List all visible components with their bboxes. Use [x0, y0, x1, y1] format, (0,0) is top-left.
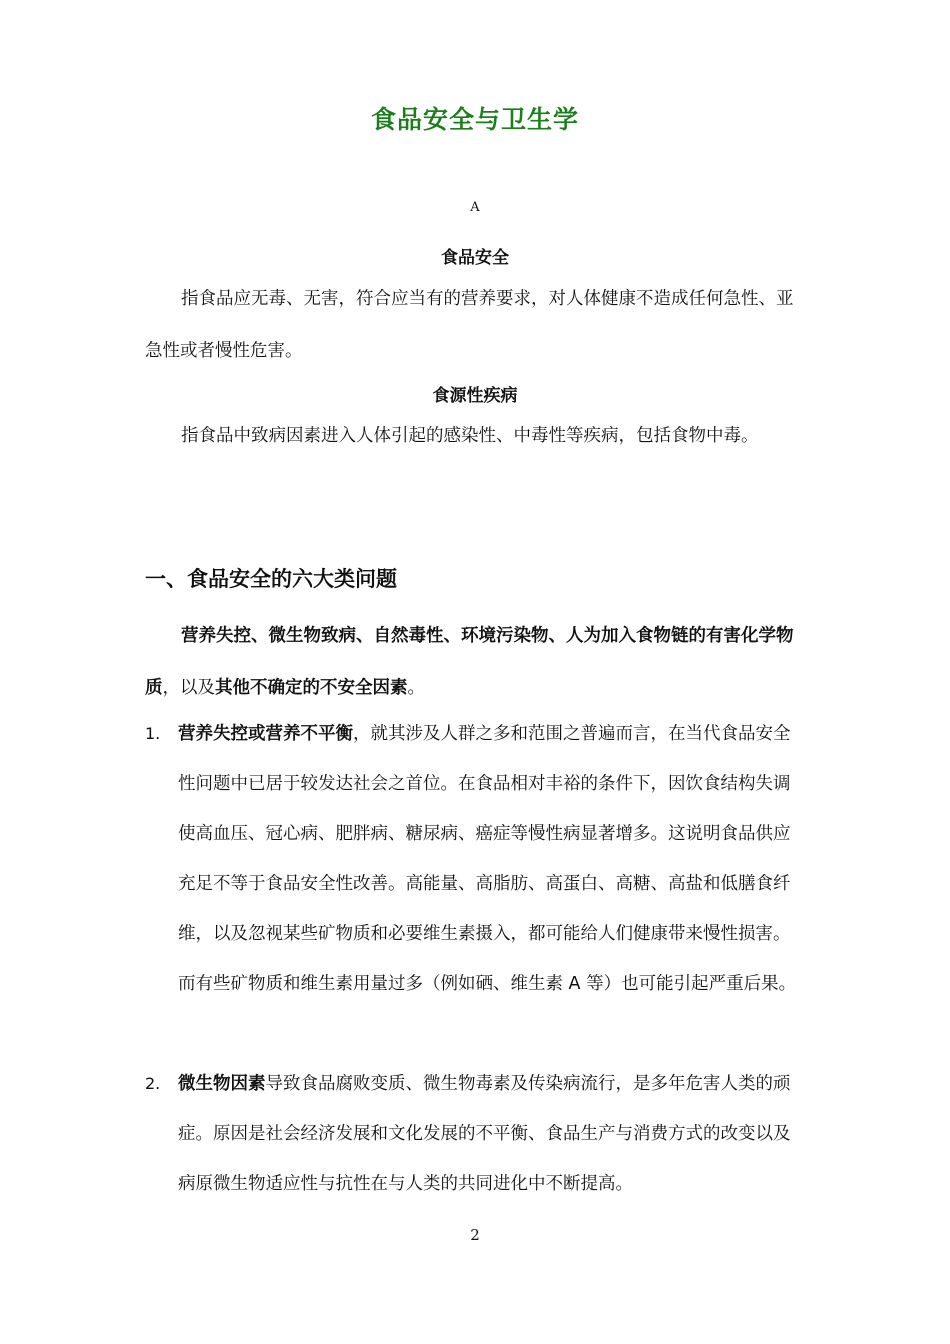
- list-item-bold: 微生物因素: [178, 1074, 266, 1094]
- list-item-text: 导致食品腐败变质、微生物毒素及传染病流行，是多年危害人类的顽症。原因是社会经济发展和文化发展的不平衡、食品生产与消费方式的改变以及病原微生物适应性与抗性在与人类的共同进化中不断提高。: [178, 1074, 791, 1194]
- list-item-number: 2.: [145, 1074, 161, 1093]
- page-number: 2: [470, 1226, 480, 1244]
- list-item-number: 1.: [145, 724, 161, 743]
- lead-paragraph: [145, 610, 805, 714]
- lead-end: 。: [407, 678, 425, 698]
- term-definition-foodborne-disease: 指食品中致病因素进入人体引起的感染性、中毒性等疾病，包括食物中毒。: [181, 426, 759, 446]
- lead-normal: ，以及: [162, 678, 215, 698]
- section-letter: A: [470, 200, 480, 215]
- list-item-text: ，就其涉及人群之多和范围之普遍而言，在当代食品安全性问题中已居于较发达社会之首位。在食品相对丰裕的条件下，因饮食结构失调使高血压、冠心病、肥胖病、糖尿病、癌症等慢性病显著增多。这说明食品供应充足不等于食品安全性改善。高能量、高脂肪、高蛋白、高糖、高盐和低膳食纤维，以及忽视某些矿物质和必要维生素摄入，都可能给人们健康带来慢性损害。而有些矿物质和维生素用量过多（例如硒、维生素 A 等）也可能引起严重后果。: [178, 724, 797, 994]
- term-heading-foodborne-disease: 食源性疾病: [432, 386, 518, 406]
- list-item-body: [178, 709, 805, 1009]
- section-heading: 一、食品安全的六大类问题: [145, 567, 397, 591]
- document-title: 食品安全与卫生学: [370, 105, 579, 134]
- list-item-bold: 营养失控或营养不平衡: [178, 724, 353, 744]
- lead-bold-2: 其他不确定的不安全因素: [215, 678, 408, 698]
- term-definition-food-safety: 指食品应无毒、无害，符合应当有的营养要求，对人体健康不造成任何急性、亚急性或者慢性危害。: [145, 289, 794, 361]
- term-heading-food-safety: 食品安全: [441, 248, 509, 268]
- list-item-body: [178, 1059, 805, 1209]
- lead-bold-1: 营养失控、微生物致病、自然毒性、环境污染物、人为加入食物链的有害化学物质: [145, 626, 794, 698]
